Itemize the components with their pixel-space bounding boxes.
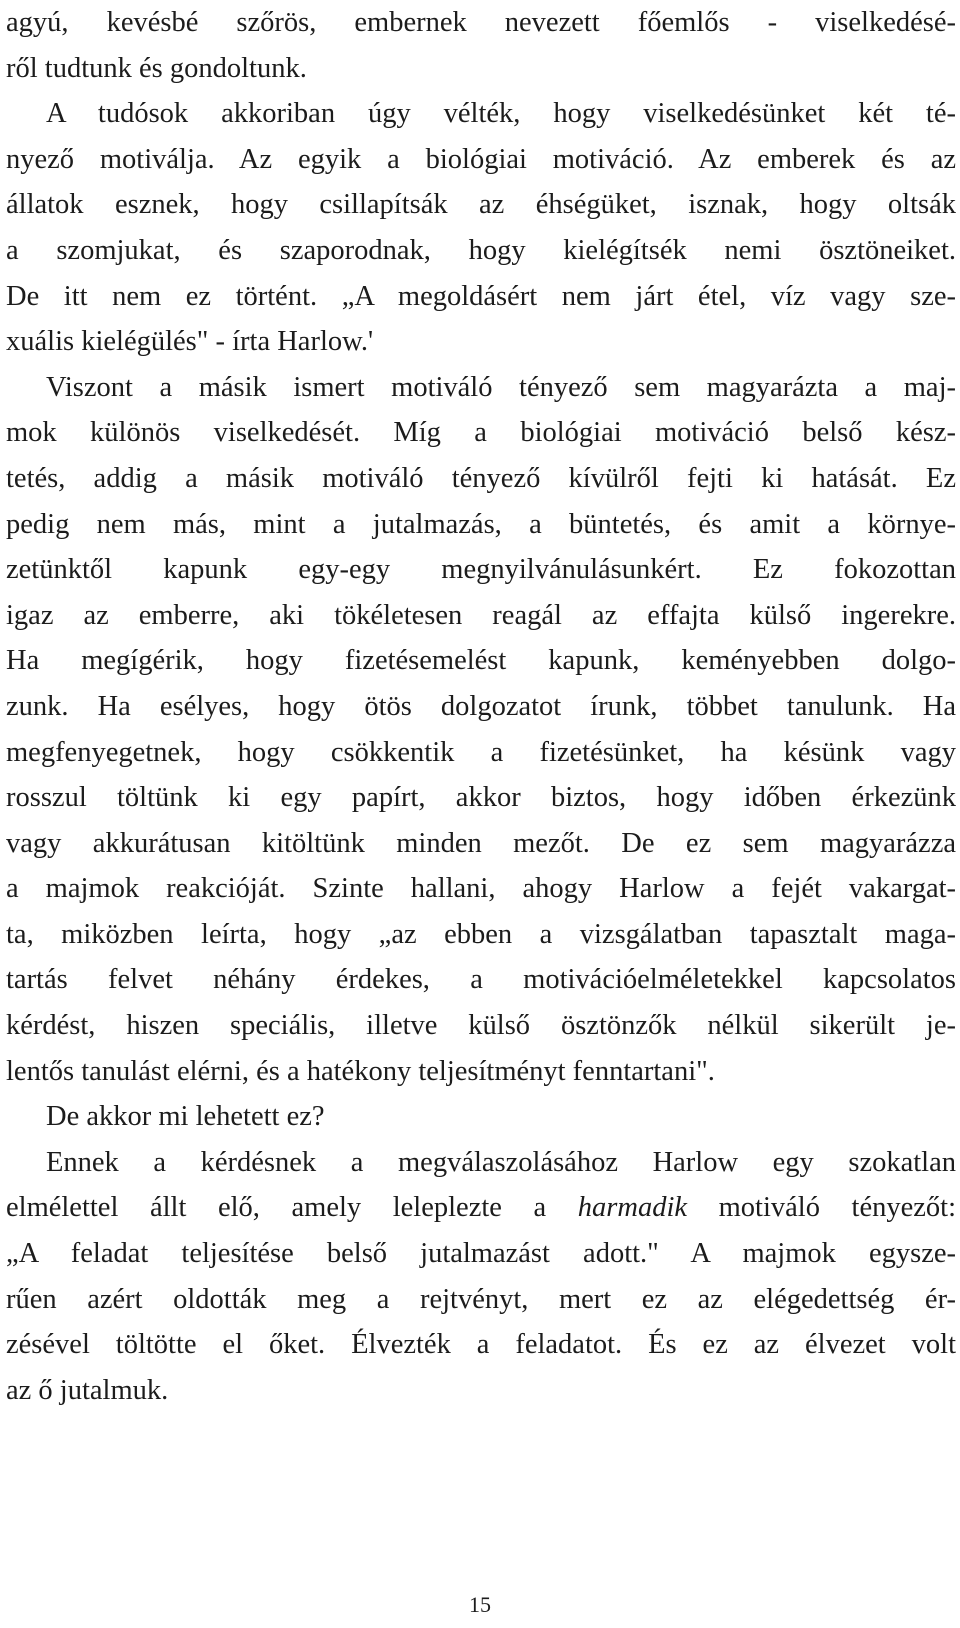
- text-line-harmadik: [6, 1185, 956, 1231]
- text-line: az ő jutalmuk.: [6, 1374, 169, 1406]
- text-line: zunk. Ha esélyes, hogy ötös dolgozatot írunk, többet tanulunk. Ha: [6, 690, 956, 722]
- text-line: igaz az emberre, aki tökéletesen reagál az effajta külső ingerekre.: [6, 599, 956, 631]
- text-line: állatok esznek, hogy csillapítsák az éhségüket, isznak, hogy oltsák: [6, 189, 956, 221]
- text-line: pedig nem más, mint a jutalmazás, a büntetés, és amit a környe-: [6, 508, 956, 540]
- text-line: De itt nem ez történt. „A megoldásért nem járt étel, víz vagy sze-: [6, 280, 956, 312]
- text-line: nyező motiválja. Az egyik a biológiai motiváció. Az emberek és az: [6, 143, 956, 175]
- text-line: „A feladat teljesítése belső jutalmazást adott." A majmok egysze-: [6, 1238, 956, 1270]
- text-line: a majmok reakcióját. Szinte hallani, ahogy Harlow a fejét vakargat-: [6, 873, 956, 905]
- text-line: xuális kielégülés" - írta Harlow.': [6, 326, 374, 358]
- text-line: lentős tanulást elérni, és a hatékony teljesítményt fenntartani".: [6, 1055, 715, 1087]
- text-line: Ennek a kérdésnek a megválaszolásához Harlow egy szokatlan: [46, 1146, 956, 1178]
- text-line: zetünktől kapunk egy-egy megnyilvánulásunkért. Ez fokozottan: [6, 554, 956, 586]
- text-line: megfenyegetnek, hogy csökkentik a fizetésünket, ha késünk vagy: [6, 736, 956, 768]
- text-line: zésével töltötte el őket. Élvezték a feladatot. És ez az élvezet volt: [6, 1329, 956, 1361]
- body-text: [6, 0, 956, 1413]
- page-number: 15: [469, 1592, 491, 1617]
- text-fragment: elmélettel állt elő, amely leleplezte a: [6, 1192, 578, 1224]
- text-line: A tudósok akkoriban úgy vélték, hogy viselkedésünket két té-: [46, 98, 956, 130]
- text-line: De akkor mi lehetett ez?: [46, 1101, 325, 1133]
- text-line: tetés, addig a másik motiváló tényező kívülről fejti ki hatását. Ez: [6, 462, 956, 494]
- text-line: vagy akkurátusan kitöltünk minden mezőt. De ez sem magyarázza: [6, 827, 956, 859]
- text-line: ta, miközben leírta, hogy „az ebben a vizsgálatban tapasztalt maga-: [6, 918, 956, 950]
- text-fragment: motiváló tényezőt:: [687, 1192, 956, 1224]
- emphasis-harmadik: harmadik: [577, 1192, 688, 1224]
- text-line: mok különös viselkedését. Míg a biológiai motiváció belső kész-: [6, 417, 956, 449]
- text-line: agyú, kevésbé szőrös, embernek nevezett főemlős - viselkedésé-: [6, 7, 956, 38]
- text-line: Ha megígérik, hogy fizetésemelést kapunk, keményebben dolgo-: [6, 645, 956, 677]
- text-line: kérdést, hiszen speciális, illetve külső ösztönzők nélkül sikerült je-: [6, 1010, 956, 1042]
- text-line: ről tudtunk és gondoltunk.: [6, 52, 307, 84]
- text-line: Viszont a másik ismert motiváló tényező sem magyarázta a maj-: [46, 371, 956, 403]
- text-line: tartás felvet néhány érdekes, a motivációelméletekkel kapcsolatos: [6, 964, 956, 996]
- text-line: rosszul töltünk ki egy papírt, akkor biztos, hogy időben érkezünk: [6, 782, 956, 814]
- text-line: rűen azért oldották meg a rejtvényt, mert ez az elégedettség ér-: [6, 1283, 956, 1315]
- text-line: a szomjukat, és szaporodnak, hogy kielégítsék nemi ösztöneiket.: [6, 234, 956, 266]
